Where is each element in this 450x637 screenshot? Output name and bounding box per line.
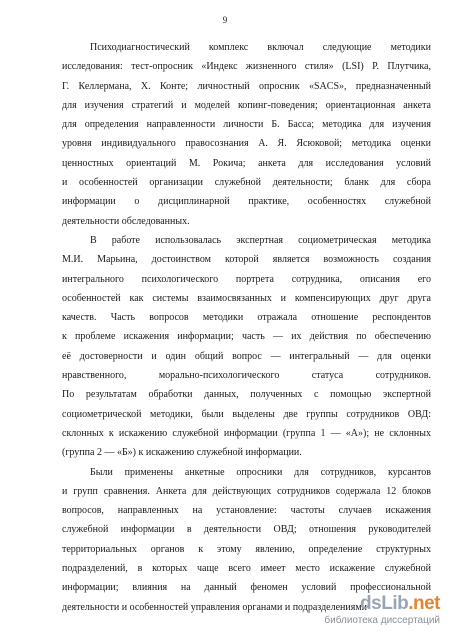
text-line: Были применены анкетные опросники для сотрудников, курсантов <box>90 466 431 478</box>
text-line: и групп сравнения. Анкета для действующих сотрудников содержала 12 блоков <box>62 485 431 497</box>
text-line: информации о дисциплинарной практике, особенностях служебной <box>62 196 431 208</box>
text-line: её достоверности и один общий вопрос — интегральный — для оценки <box>62 350 431 362</box>
text-line: склонных к искажению служебной информации (группа 1 — «А»); не склонных <box>62 427 431 439</box>
text-line: к проблеме искажения информации; часть — их действия по обеспечению <box>62 331 431 343</box>
text-line: служебной информации в деятельности ОВД; отношения руководителей <box>62 524 431 536</box>
text-line: деятельности обследованных. <box>62 215 190 227</box>
text-line: М.И. Марьина, достоинством которой является возможность создания <box>62 254 431 266</box>
page-number: 9 <box>222 15 228 25</box>
text-line: интегрального психологического портрета сотрудника, описания его <box>62 273 431 285</box>
text-line: вопросов, направленных на установление: частоты случаев искажения <box>62 505 431 517</box>
watermark-brand-main: dsLib <box>360 593 409 614</box>
text-line: исследования: тест-опросник «Индекс жизненного стиля» (LSI) Р. Плутчика, <box>62 61 431 73</box>
text-line: В работе использовалась экспертная социометрическая методика <box>90 234 431 246</box>
text-line: качеств. Часть вопросов методики отражала отношение респондентов <box>62 312 431 324</box>
text-line: социометрической методики, были выделены две группы сотрудников ОВД: <box>62 408 431 420</box>
watermark-brand <box>360 593 440 615</box>
text-line: уровня индивидуального правосознания А. Я. Ясюковой; методика оценки <box>62 138 431 150</box>
text-line: и особенностей организации служебной деятельности; бланк для сбора <box>62 177 431 189</box>
text-line: Психодиагностический комплекс включал следующие методики <box>90 42 431 53</box>
text-line: (группа 2 — «Б») к искажению служебной информации. <box>62 447 302 459</box>
paragraph <box>62 38 431 231</box>
text-line: подразделений, в которых чаще всего имеет место искажение служебной <box>62 563 431 575</box>
document-body <box>62 38 431 617</box>
text-line: деятельности и особенностей управления органами и подразделениями <box>62 601 367 613</box>
watermark-subtitle: библиотека диссертаций <box>324 615 440 626</box>
watermark-brand-tld: .net <box>408 593 440 614</box>
text-line: Г. Келлермана, Х. Конте; личностный опросник «SACS», предназначенный <box>62 80 431 92</box>
text-line: По результатам обработки данных, полученных с помощью экспертной <box>62 389 431 401</box>
text-line: особенностей как системы взаимосвязанных и компенсирующих друг друга <box>62 292 431 304</box>
text-line: для определения направленности личности Б. Басса; методика для изучения <box>62 119 431 131</box>
text-line: территориальных органов к этому явлению, определение структурных <box>62 543 431 555</box>
text-line: для изучения стратегий и моделей копинг-поведения; ориентационная анкета <box>62 99 431 111</box>
text-line: нравственного, морально-психологического статуса сотрудников. <box>62 370 431 382</box>
watermark-logo <box>320 593 440 629</box>
paragraph <box>62 231 431 463</box>
text-line: информации; влияния на данный феномен условий профессиональной <box>62 582 431 594</box>
text-line: ценностных ориентаций М. Рокича; анкета для исследования условий <box>62 157 431 169</box>
